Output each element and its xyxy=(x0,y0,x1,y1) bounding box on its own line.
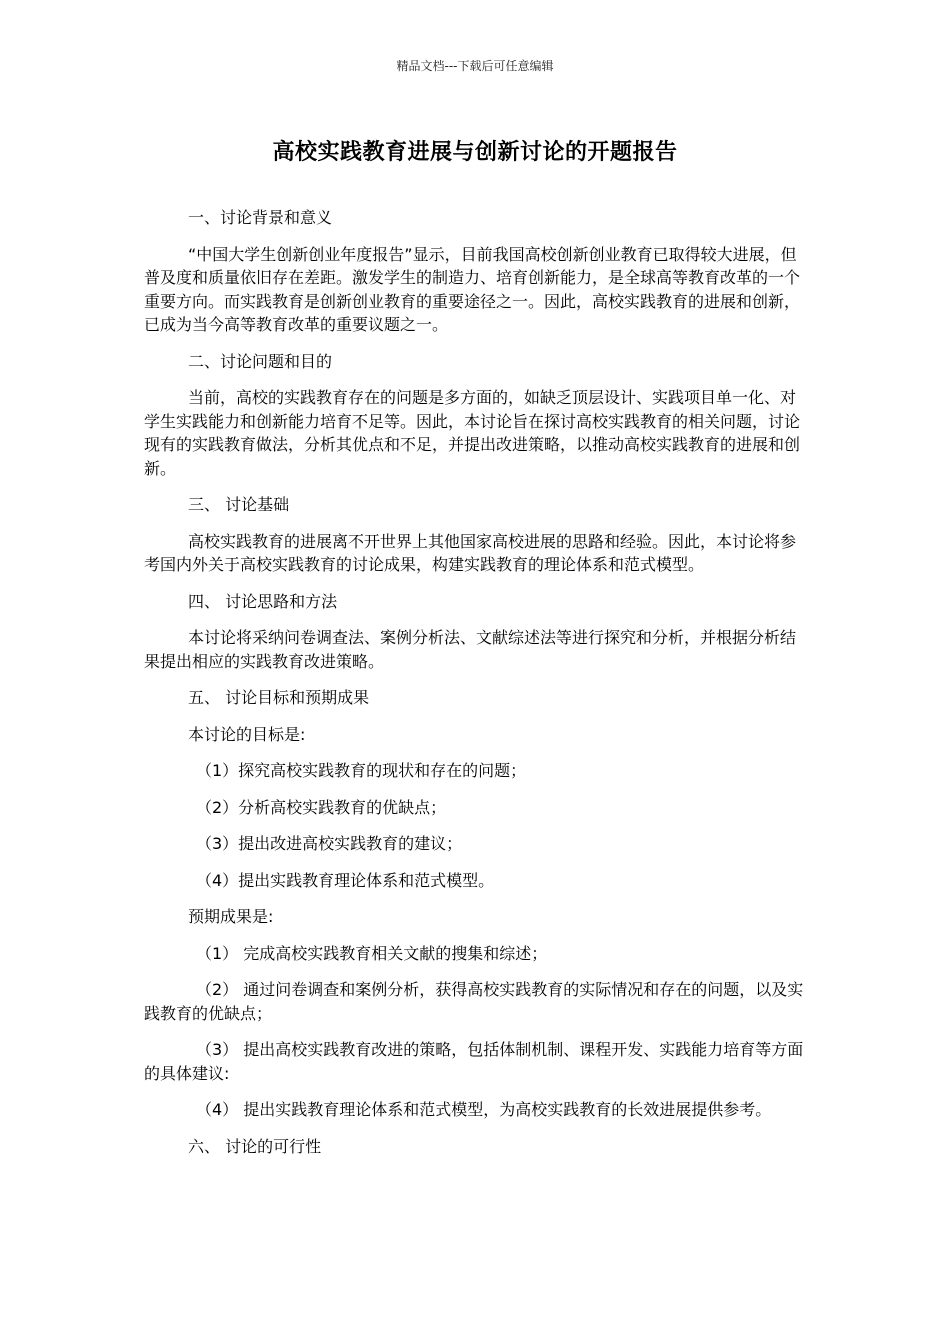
outcome-item: （2） 通过问卷调查和案例分析，获得高校实践教育的实际情况和存在的问题，以及实践教育的优缺点； xyxy=(144,980,804,1023)
outcome-item: （1） 完成高校实践教育相关文献的搜集和综述； xyxy=(196,943,548,963)
section-heading: 三、 讨论基础 xyxy=(188,495,290,514)
section-heading: 四、 讨论思路和方法 xyxy=(188,591,338,611)
section-paragraph: 高校实践教育的进展离不开世界上其他国家高校进展的思路和经验。因此，本讨论将参考国内外关于高校实践教育的讨论成果，构建实践教育的理论体系和范式模型。 xyxy=(144,531,797,574)
section-paragraph: 当前，高校的实践教育存在的问题是多方面的，如缺乏顶层设计、实践项目单一化、对学生实践能力和创新能力培育不足等。因此，本讨论旨在探讨高校实践教育的相关问题，讨论现有的实践教育做法，分析其优点和不足，并提出改进策略，以推动高校实践教育的进展和创新。 xyxy=(144,388,801,478)
section-heading: 一、讨论背景和意义 xyxy=(188,208,333,227)
goal-item: （1）探究高校实践教育的现状和存在的问题； xyxy=(196,761,527,780)
document-title: 高校实践教育进展与创新讨论的开题报告 xyxy=(272,140,678,165)
section-paragraph: “中国大学生创新创业年度报告”显示，目前我国高校创新创业教育已取得较大进展，但普及度和质量依旧存在差距。激发学生的制造力、培育创新能力，是全球高等教育改革的一个重要方向。而实践教育是创新创业教育的重要途径之一。因此，高校实践教育的进展和创新，已成为当今高等教育改革的重要议题之一。 xyxy=(144,244,801,334)
page-header: 精品文档---下载后可任意编辑 xyxy=(396,59,554,73)
goal-item: （2）分析高校实践教育的优缺点； xyxy=(196,797,447,817)
goals-intro: 本讨论的目标是: xyxy=(188,724,306,744)
section-heading: 六、 讨论的可行性 xyxy=(188,1136,322,1156)
goal-item: （4）提出实践教育理论体系和范式模型。 xyxy=(196,870,495,890)
section-heading: 五、 讨论目标和预期成果 xyxy=(188,688,370,707)
outcome-item: （3） 提出高校实践教育改进的策略，包括体制机制、课程开发、实践能力培育等方面的具体建议: xyxy=(144,1040,804,1083)
outcome-item: （4） 提出实践教育理论体系和范式模型，为高校实践教育的长效进展提供参考。 xyxy=(196,1100,772,1119)
goal-item: （3）提出改进高校实践教育的建议； xyxy=(196,834,463,853)
section-heading: 二、讨论问题和目的 xyxy=(188,351,333,371)
outcomes-intro: 预期成果是: xyxy=(188,907,274,926)
document-body xyxy=(144,206,808,1158)
section-paragraph: 本讨论将采纳问卷调查法、案例分析法、文献综述法等进行探究和分析，并根据分析结果提出相应的实践教育改进策略。 xyxy=(144,628,797,671)
